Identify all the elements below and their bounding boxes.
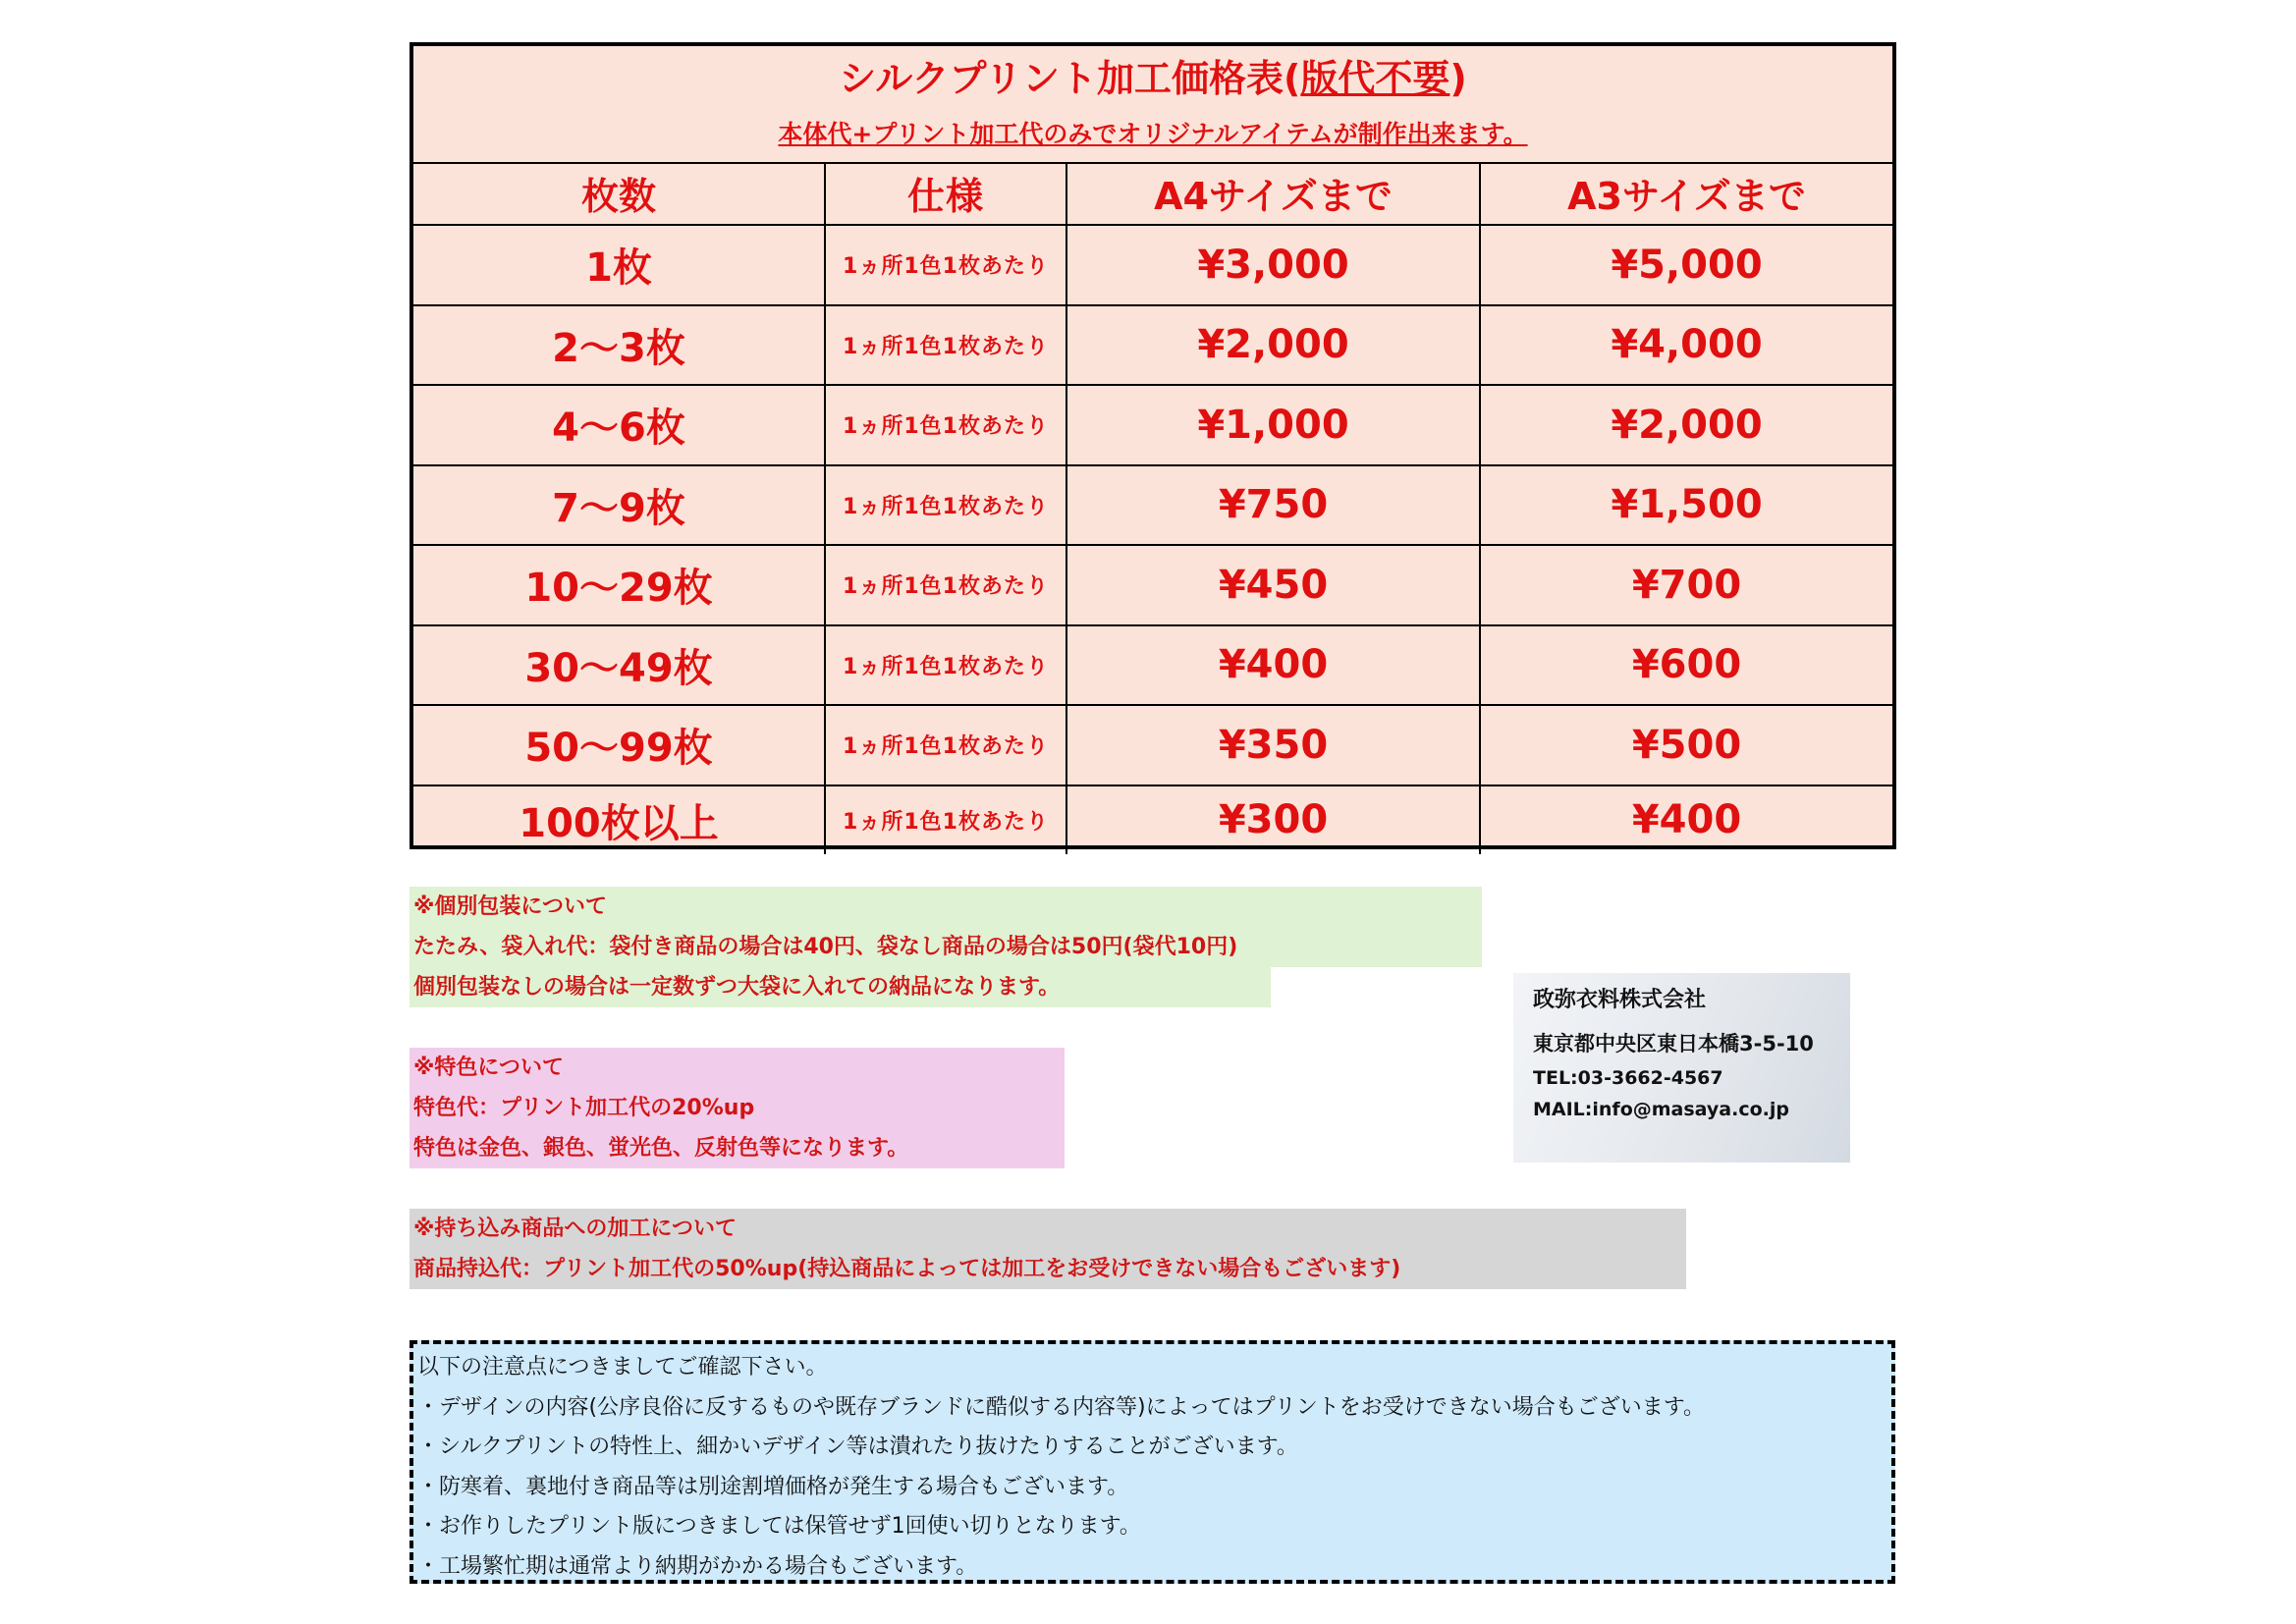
price-table-title: [413, 54, 1892, 103]
cell-a3-price: ¥400: [1631, 797, 1742, 842]
packaging-note: [410, 887, 1482, 1007]
company-name: 政弥衣料株式会社: [1533, 988, 1707, 1012]
table-row: [413, 786, 1892, 854]
header-a3: A3サイズまで: [1567, 175, 1806, 218]
caution-box: [410, 1340, 1895, 1584]
cell-spec: 1ヵ所1色1枚あたり: [826, 226, 1067, 304]
cell-spec: 1ヵ所1色1枚あたり: [826, 386, 1067, 464]
cell-quantity: 4～6枚: [413, 386, 826, 464]
cell-a3-price: ¥5,000: [1611, 242, 1763, 288]
special-color-note: [410, 1048, 1065, 1168]
cell-a4-price: ¥750: [1067, 466, 1481, 545]
caution-heading: 以下の注意点につきましてご確認下さい。: [417, 1355, 828, 1380]
cell-a3-price: ¥600: [1631, 642, 1742, 688]
cell-a3-price: ¥2,000: [1611, 402, 1763, 448]
price-grid: [413, 162, 1892, 854]
company-address: 東京都中央区東日本橋3-5-10: [1533, 1032, 1814, 1056]
special-color-note-heading: ※特色について: [413, 1056, 564, 1080]
title-prefix: シルクプリント加工価格表(: [839, 57, 1301, 100]
special-color-note-line: 特色は金色、銀色、蛍光色、反射色等になります。: [413, 1136, 909, 1161]
cell-quantity: 2～3枚: [413, 306, 826, 385]
table-row: [413, 386, 1892, 466]
cell-quantity: 7～9枚: [413, 466, 826, 545]
company-mail: MAIL:info@masaya.co.jp: [1533, 1099, 1789, 1120]
cell-a4-price: ¥1,000: [1067, 386, 1481, 464]
cell-a4-price: ¥3,000: [1067, 226, 1481, 304]
table-row: [413, 306, 1892, 387]
cell-a3-price: ¥500: [1631, 722, 1742, 768]
caution-item: ・デザインの内容(公序良俗に反するものや既存ブランドに酷似する内容等)によってはプリントをお受けできない場合もございます。: [417, 1394, 1705, 1420]
header-a4: A4サイズまで: [1067, 162, 1481, 224]
table-header-row: [413, 162, 1892, 226]
table-row: [413, 626, 1892, 707]
cell-spec: 1ヵ所1色1枚あたり: [826, 546, 1067, 624]
company-card: [1513, 973, 1850, 1163]
table-row: [413, 466, 1892, 547]
carry-in-note: [410, 1209, 1686, 1289]
cell-spec: 1ヵ所1色1枚あたり: [826, 626, 1067, 705]
cell-quantity: 30～49枚: [413, 626, 826, 705]
cell-a4-price: ¥350: [1067, 706, 1481, 785]
cell-spec: 1ヵ所1色1枚あたり: [826, 786, 1067, 854]
cell-spec: 1ヵ所1色1枚あたり: [826, 306, 1067, 385]
caution-item: ・工場繁忙期は通常より納期がかかる場合もございます。: [417, 1553, 978, 1579]
table-row: [413, 546, 1892, 626]
cell-quantity: 1枚: [413, 226, 826, 304]
packaging-note-line: たたみ、袋入れ代：袋付き商品の場合は40円、袋なし商品の場合は50円(袋代10円): [410, 927, 1482, 967]
cell-spec: 1ヵ所1色1枚あたり: [826, 706, 1067, 785]
caution-item: ・シルクプリントの特性上、細かいデザイン等は潰れたり抜けたりすることがございます。: [417, 1435, 1298, 1459]
cell-a4-price: ¥300: [1067, 786, 1481, 854]
header-quantity: 枚数: [413, 162, 826, 224]
cell-a3-price: ¥1,500: [1611, 482, 1763, 528]
title-suffix: ): [1449, 57, 1467, 100]
price-table: [410, 42, 1896, 849]
cell-a4-price: ¥2,000: [1067, 306, 1481, 385]
price-table-title-block: [413, 46, 1892, 164]
packaging-note-line: 個別包装なしの場合は一定数ずつ大袋に入れての納品になります。: [410, 967, 1271, 1007]
caution-item: ・お作りしたプリント版につきましては保管せず1回使い切りとなります。: [417, 1514, 1141, 1539]
cell-quantity: 50～99枚: [413, 706, 826, 785]
carry-in-note-line: 商品持込代：プリント加工代の50%up(持込商品によっては加工をお受けできない場合もございます): [413, 1257, 1401, 1281]
title-underlined: 版代不要: [1300, 57, 1450, 100]
carry-in-note-heading: ※持ち込み商品への加工について: [413, 1217, 737, 1241]
cell-spec: 1ヵ所1色1枚あたり: [826, 466, 1067, 545]
cell-a4-price: ¥450: [1067, 546, 1481, 624]
cell-quantity: 10～29枚: [413, 546, 826, 624]
special-color-note-line: 特色代：プリント加工代の20%up: [413, 1096, 755, 1120]
header-spec: 仕様: [826, 162, 1067, 224]
cell-a3-price: ¥4,000: [1611, 322, 1763, 368]
cell-a3-price: ¥700: [1631, 562, 1742, 608]
cell-a4-price: ¥400: [1067, 626, 1481, 705]
price-table-subtitle: 本体代+プリント加工代のみでオリジナルアイテムが制作出来ます。: [778, 120, 1528, 148]
table-row: [413, 706, 1892, 786]
packaging-note-heading: ※個別包装について: [410, 887, 1482, 927]
cell-quantity: 100枚以上: [413, 786, 826, 854]
table-row: [413, 226, 1892, 306]
caution-item: ・防寒着、裏地付き商品等は別途割増価格が発生する場合もございます。: [417, 1474, 1129, 1499]
company-tel: TEL:03-3662-4567: [1533, 1067, 1723, 1089]
